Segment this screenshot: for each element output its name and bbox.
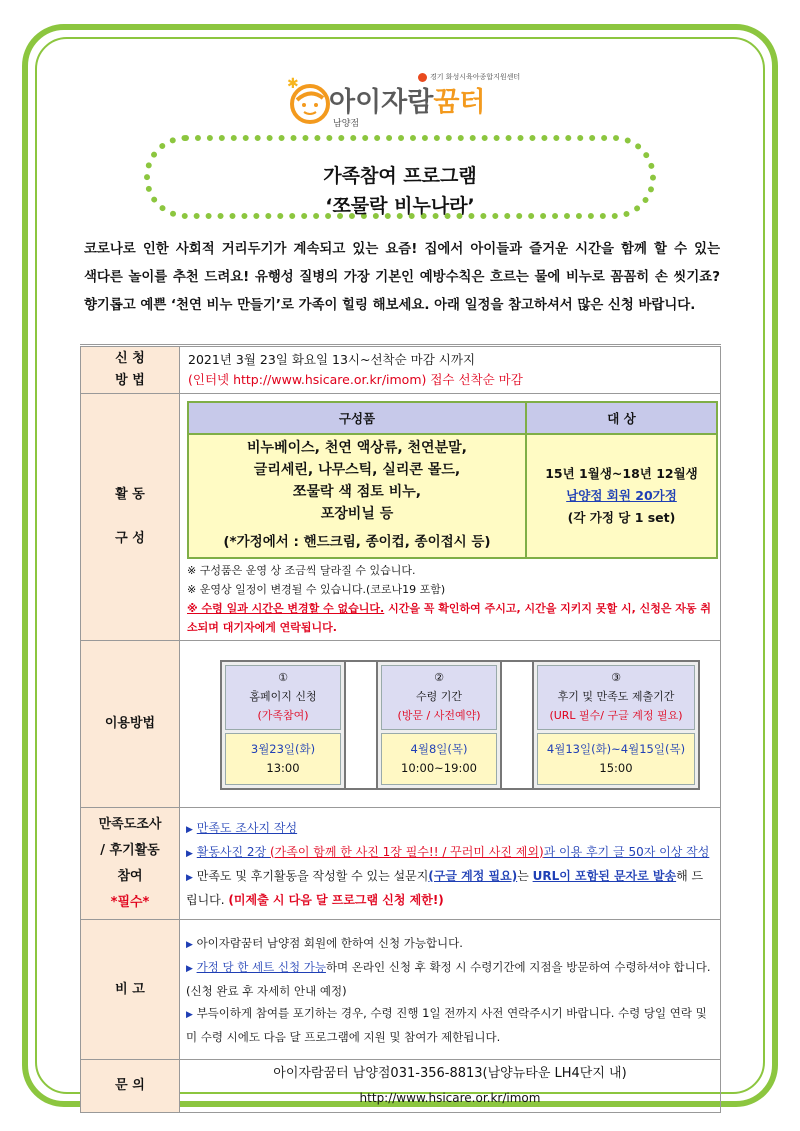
apply-content xyxy=(180,346,721,394)
apply-line1: 2021년 3월 23일 화요일 13시~선착순 마감 시까지 xyxy=(188,352,476,367)
step-3-top xyxy=(537,665,695,730)
components-table xyxy=(187,401,718,559)
step-1-top xyxy=(225,665,341,730)
title-line2: ‘쪼물락 비누나라’ xyxy=(325,195,475,217)
remark-1-text: 아이자람꿈터 남양점 회원에 한하여 신청 가능합니다. xyxy=(196,935,463,950)
remark-3-text: 부득이하게 참여를 포기하는 경우, 수령 진행 1일 전까지 사전 연락주시기 바랍니다. 수령 당일 연락 및 미 수령 시에도 다음 달 프로그램에 지원 및 참여가 제한됩니다. xyxy=(186,1005,707,1044)
step-3-bottom xyxy=(537,733,695,785)
bullet-triangle-icon: ▶ xyxy=(186,848,193,859)
step-2-bottom xyxy=(381,733,497,785)
step-sub: (URL 필수/ 구글 계정 필요) xyxy=(549,709,683,722)
title-line1: 가족참여 프로그램 xyxy=(323,165,477,187)
activity-label-1: 활 동 xyxy=(115,487,145,502)
step-sub: (방문 / 사전예약) xyxy=(397,709,481,722)
note-2: ※ 운영상 일정이 변경될 수 있습니다.(코로나19 포함) xyxy=(187,583,446,596)
step-title: 후기 및 만족도 제출기간 xyxy=(557,690,675,703)
target-line1: 15년 1월생~18년 12월생 xyxy=(545,466,698,481)
activity-notes xyxy=(181,559,719,639)
survey-label xyxy=(81,808,180,920)
bullet-triangle-icon: ▶ xyxy=(186,1009,193,1020)
step-number: ① xyxy=(278,671,288,684)
activity-content xyxy=(180,394,721,641)
activity-label xyxy=(81,394,180,641)
components-header: 구성품 xyxy=(188,402,526,434)
step-2-top xyxy=(381,665,497,730)
survey-item-3 xyxy=(186,865,714,911)
intro-paragraph: 코로나로 인한 사회적 거리두기가 계속되고 있는 요즘! 집에서 아이들과 즐거운 시간을 함께 할 수 있는 색다른 놀이를 추천 드려요! 유행성 질병의 가장 기본인 예방수칙은 흐르는 물에 비누로 꼼꼼히 손 씻기죠? 향기롭고 예쁜 ‘천연 비누 만들기’로 가족이 힐링 해보세요. 아래 일정을 참고하셔서 많은 신청 바랍니다. xyxy=(84,242,720,313)
survey-item-2-c: 과 이용 후기 글 50자 이상 작성 xyxy=(543,844,710,859)
remarks-content xyxy=(180,920,721,1060)
logo-name-accent: 꿈터 xyxy=(433,87,486,118)
step-gap xyxy=(502,660,532,790)
component-item: 비누베이스, 천연 액상류, 천연분말, xyxy=(247,440,467,456)
step-time: 10:00~19:00 xyxy=(401,761,477,775)
remark-1 xyxy=(186,932,714,956)
step-number: ③ xyxy=(611,671,621,684)
apply-label-1: 신 청 xyxy=(115,351,145,366)
survey-item-2-a: 활동사진 2장 xyxy=(196,844,270,859)
logo-name xyxy=(329,80,486,119)
component-item: 글리세린, 나무스틱, 실리콘 몰드, xyxy=(253,462,461,478)
remarks-label: 비 고 xyxy=(81,920,180,1060)
step-2 xyxy=(376,660,502,790)
apply-label-2: 방 법 xyxy=(115,373,145,388)
activity-label-2: 구 성 xyxy=(115,531,145,546)
bullet-triangle-icon: ▶ xyxy=(186,963,193,974)
step-gap xyxy=(346,660,376,790)
target-line3: (각 가정 당 1 set) xyxy=(567,510,676,525)
svg-text:✱: ✱ xyxy=(287,76,299,92)
components-cell xyxy=(188,434,526,558)
remark-2 xyxy=(186,956,714,1002)
usage-steps xyxy=(201,660,719,790)
remark-3 xyxy=(186,1002,714,1048)
center-name-text: 경기 화성시육아종합지원센터 xyxy=(430,73,521,81)
survey-item-3-a: 만족도 및 후기활동을 작성할 수 있는 설문지 xyxy=(196,868,429,883)
contact-content xyxy=(180,1060,721,1113)
step-sub: (가족참여) xyxy=(257,709,309,722)
survey-label-1: 만족도조사 xyxy=(98,816,162,832)
logo-branch: 남양점 xyxy=(333,119,360,129)
survey-item-2-b: (가족이 함께 한 사진 1장 필수!! / 꾸러미 사진 제외) xyxy=(269,844,544,859)
step-date: 4월8일(목) xyxy=(410,742,468,756)
bullet-triangle-icon: ▶ xyxy=(186,824,193,835)
component-item: 포장비닐 등 xyxy=(320,506,394,522)
step-3 xyxy=(532,660,700,790)
remark-2-b: 하며 온라인 신청 후 확정 시 수령기간에 지점을 방문하여 수령하셔야 합니다. (신청 완료 후 자세히 안내 예정) xyxy=(186,959,711,998)
home-items: (*가정에서 : 핸드크림, 종이컵, 종이접시 등) xyxy=(223,534,491,550)
step-number: ② xyxy=(434,671,444,684)
step-time: 15:00 xyxy=(599,761,633,775)
survey-item-3-b: (구글 계정 필요) xyxy=(428,868,518,883)
contact-label: 문 의 xyxy=(81,1060,180,1113)
warning-note-b: 시간을 꼭 확인하여 주시고, 시간을 지키지 못할 시, 신청은 자동 취소되며 대기자에게 연락됩니다. xyxy=(187,602,712,634)
bullet-triangle-icon: ▶ xyxy=(186,939,193,950)
note-1: ※ 구성품은 운영 상 조금씩 달라질 수 있습니다. xyxy=(187,564,416,577)
remark-2-a: 가정 당 한 세트 신청 가능 xyxy=(196,959,326,974)
usage-content xyxy=(180,641,721,808)
survey-item-1 xyxy=(186,817,714,841)
center-name xyxy=(418,72,520,82)
step-date: 3월23일(화) xyxy=(250,742,316,756)
survey-label-3: 참여 xyxy=(117,868,143,884)
apply-label xyxy=(81,346,180,394)
warning-note-a: ※ 수령 일과 시간은 변경할 수 없습니다. xyxy=(187,602,385,615)
survey-content xyxy=(180,808,721,920)
survey-item-3-d: URL이 포함된 문자로 발송 xyxy=(532,868,677,883)
usage-label: 이용방법 xyxy=(81,641,180,808)
center-mark-icon xyxy=(418,73,427,82)
contact-url[interactable]: http://www.hsicare.or.kr/imom xyxy=(359,1091,541,1105)
contact-line1: 아이자람꿈터 남양점031-356-8813(남양뉴타운 LH4단지 내) xyxy=(273,1066,627,1081)
survey-label-required: *필수* xyxy=(110,894,150,910)
warning-note xyxy=(187,599,713,637)
target-header: 대 상 xyxy=(526,402,717,434)
apply-line2[interactable]: (인터넷 http://www.hsicare.or.kr/imom) 접수 선착순 마감 xyxy=(188,372,523,387)
logo xyxy=(283,68,533,130)
target-cell xyxy=(526,434,717,558)
survey-item-3-c: 는 xyxy=(517,868,533,883)
logo-name-main: 아이자람 xyxy=(329,87,434,118)
survey-label-2: / 후기활동 xyxy=(100,842,160,858)
info-table xyxy=(80,344,721,1113)
step-1 xyxy=(220,660,346,790)
survey-item-3-f: (미제출 시 다음 달 프로그램 신청 제한!) xyxy=(228,892,444,907)
step-time: 13:00 xyxy=(266,761,300,775)
survey-item-3-e: 해 드립니다. xyxy=(186,868,704,907)
survey-item-1-text[interactable]: 만족도 조사지 작성 xyxy=(196,820,298,835)
bullet-triangle-icon: ▶ xyxy=(186,872,193,883)
step-1-bottom xyxy=(225,733,341,785)
step-title: 수령 기간 xyxy=(415,690,462,703)
title-box xyxy=(144,135,656,219)
component-item: 쪼물락 색 점토 비누, xyxy=(292,484,422,500)
step-date: 4월13일(화)~4월15일(목) xyxy=(546,742,686,756)
survey-item-2 xyxy=(186,841,714,865)
target-line2: 남양점 회원 20가정 xyxy=(566,488,677,503)
step-title: 홈페이지 신청 xyxy=(249,690,317,703)
